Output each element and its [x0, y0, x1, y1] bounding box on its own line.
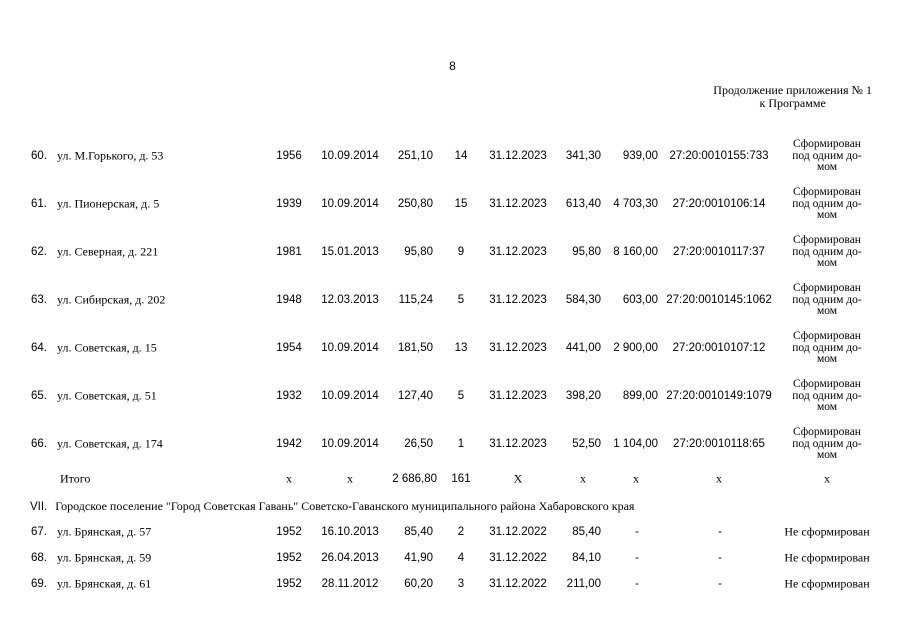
table-row [0, 564, 905, 604]
section-title: Городское поселение "Город Советская Гавань" Советско-Гаванского муниципального района Хабаровского края [55, 499, 635, 513]
residents: 14 [454, 150, 468, 162]
residents: 13 [454, 342, 468, 354]
total-label: Итого [60, 471, 91, 486]
cost: - [635, 526, 639, 538]
planned-date: 31.12.2022 [489, 578, 547, 590]
cadastral-number: - [718, 526, 722, 538]
land-status-line: мом [816, 400, 838, 413]
cost: 899,00 [622, 390, 658, 402]
address: ул. Советская, д. 174 [57, 436, 163, 451]
land-status-line: под одним до- [792, 149, 862, 162]
land-status-line: Сформирован [793, 425, 861, 438]
recognition-date: 10.09.2014 [321, 390, 379, 402]
row-number: 65. [31, 390, 47, 402]
row-number: 60. [31, 150, 47, 162]
year-built: 1932 [276, 390, 302, 402]
address: ул. Брянская, д. 57 [57, 524, 152, 539]
land-area: 84,10 [572, 552, 601, 564]
land-area: 398,20 [565, 390, 601, 402]
area: 85,40 [404, 526, 433, 538]
residents: 1 [457, 438, 465, 450]
page-number: 8 [449, 59, 456, 73]
land-area: 85,40 [572, 526, 601, 538]
row-number: 63. [31, 294, 47, 306]
land-area: 52,50 [572, 438, 601, 450]
land-status-line: под одним до- [792, 293, 862, 306]
address: ул. М.Горького, д. 53 [57, 148, 164, 163]
residents: 4 [457, 552, 465, 564]
table-row [0, 232, 905, 272]
land-status-line: мом [816, 256, 838, 269]
total-cadastral: x [716, 471, 722, 486]
table-row [0, 184, 905, 224]
recognition-date: 10.09.2014 [321, 342, 379, 354]
area: 60,20 [404, 578, 433, 590]
residents: 5 [457, 390, 465, 402]
recognition-date: 28.11.2012 [321, 578, 379, 590]
cadastral-number: - [718, 578, 722, 590]
year-built: 1981 [276, 246, 302, 258]
caption-line-1: Продолжение приложения № 1 [713, 83, 872, 97]
cadastral-number: - [718, 552, 722, 564]
planned-date: 31.12.2023 [489, 342, 547, 354]
land-status-line: Сформирован [793, 377, 861, 390]
area: 251,10 [397, 150, 433, 162]
recognition-date: 15.01.2013 [321, 246, 379, 258]
area: 41,90 [404, 552, 433, 564]
total-status: x [824, 471, 830, 486]
residents: 5 [457, 294, 465, 306]
land-status: Не сформирован [784, 576, 870, 591]
land-status-line: Сформирован [793, 185, 861, 198]
land-status: Не сформирован [784, 524, 870, 539]
year-built: 1942 [276, 438, 302, 450]
table-row [0, 136, 905, 176]
land-status-line: мом [816, 160, 838, 173]
land-status [792, 331, 861, 366]
total-date: x [347, 471, 353, 486]
land-area: 584,30 [565, 294, 601, 306]
row-number: 62. [31, 246, 47, 258]
area: 127,40 [397, 390, 433, 402]
land-status-line: мом [816, 304, 838, 317]
table-row [0, 424, 905, 464]
land-status-line: под одним до- [792, 245, 862, 258]
cadastral-number: 27:20:0010145:1062 [666, 294, 772, 306]
recognition-date: 26.04.2013 [321, 552, 379, 564]
total-cost: x [633, 471, 639, 486]
cost: - [635, 552, 639, 564]
row-number: 66. [31, 438, 47, 450]
land-area: 95,80 [572, 246, 601, 258]
cadastral-number: 27:20:0010155:733 [669, 150, 769, 162]
residents: 3 [457, 578, 465, 590]
total-area2: x [580, 471, 586, 486]
table-row [0, 376, 905, 416]
row-number: 61. [31, 198, 47, 210]
planned-date: 31.12.2023 [489, 198, 547, 210]
area: 181,50 [397, 342, 433, 354]
year-built: 1952 [276, 552, 302, 564]
caption-line-2: к Программе [759, 96, 826, 110]
section-number: VII. [30, 501, 48, 513]
cadastral-number: 27:20:0010106:14 [672, 198, 766, 210]
year-built: 1939 [276, 198, 302, 210]
residents: 9 [457, 246, 465, 258]
land-status [792, 379, 861, 414]
land-status [792, 427, 861, 462]
address: ул. Северная, д. 221 [57, 244, 159, 259]
land-status-line: Сформирован [793, 233, 861, 246]
land-status: Не сформирован [784, 550, 870, 565]
land-status-line: под одним до- [792, 437, 862, 450]
land-area: 441,00 [565, 342, 601, 354]
land-area: 211,00 [566, 578, 601, 590]
recognition-date: 10.09.2014 [321, 150, 379, 162]
planned-date: 31.12.2023 [489, 438, 547, 450]
planned-date: 31.12.2023 [489, 246, 547, 258]
land-status-line: Сформирован [793, 329, 861, 342]
row-number: 64. [31, 342, 47, 354]
recognition-date: 10.09.2014 [321, 198, 379, 210]
planned-date: 31.12.2023 [489, 150, 547, 162]
year-built: 1956 [276, 150, 302, 162]
land-status-line: под одним до- [792, 341, 862, 354]
area: 250,80 [397, 198, 433, 210]
land-status-line: Сформирован [793, 137, 861, 150]
land-area: 613,40 [565, 198, 601, 210]
land-status-line: под одним до- [792, 389, 862, 402]
address: ул. Пионерская, д. 5 [57, 196, 160, 211]
residents: 15 [454, 198, 468, 210]
area: 95,80 [404, 246, 433, 258]
cost: - [635, 578, 639, 590]
cadastral-number: 27:20:0010118:65 [673, 438, 765, 450]
residents: 2 [457, 526, 465, 538]
row-number: 69. [31, 578, 47, 590]
address: ул. Советская, д. 15 [57, 340, 157, 355]
land-status-line: Сформирован [793, 281, 861, 294]
address: ул. Советская, д. 51 [57, 388, 157, 403]
area: 26,50 [404, 438, 433, 450]
cost: 939,00 [622, 150, 658, 162]
row-number: 67. [31, 526, 47, 538]
land-status-line: мом [816, 208, 838, 221]
year-built: 1952 [276, 526, 302, 538]
cost: 603,00 [622, 294, 658, 306]
planned-date: 31.12.2022 [489, 552, 547, 564]
total-year: x [286, 471, 292, 486]
land-status-line: под одним до- [792, 197, 862, 210]
total-area: 2 686,80 [392, 473, 437, 485]
address: ул. Сибирская, д. 202 [57, 292, 166, 307]
cost: 1 104,00 [613, 438, 658, 450]
recognition-date: 12.03.2013 [321, 294, 379, 306]
land-status [792, 187, 861, 222]
cost: 2 900,00 [613, 342, 658, 354]
total-deadline: X [513, 471, 523, 486]
table-row [0, 280, 905, 320]
total-row [0, 459, 905, 499]
year-built: 1952 [276, 578, 302, 590]
cadastral-number: 27:20:0010107:12 [672, 342, 766, 354]
land-status [792, 235, 861, 270]
appendix-caption [713, 84, 872, 110]
year-built: 1948 [276, 294, 302, 306]
planned-date: 31.12.2023 [489, 390, 547, 402]
recognition-date: 16.10.2013 [321, 526, 379, 538]
land-area: 341,30 [565, 150, 601, 162]
cost: 4 703,30 [613, 198, 658, 210]
cadastral-number: 27:20:0010149:1079 [666, 390, 772, 402]
table-row [0, 328, 905, 368]
land-status [792, 139, 861, 174]
planned-date: 31.12.2022 [489, 526, 547, 538]
land-status-line: мом [816, 352, 838, 365]
land-status [792, 283, 861, 318]
total-people: 161 [451, 473, 471, 485]
cost: 8 160,00 [613, 246, 658, 258]
planned-date: 31.12.2023 [489, 294, 547, 306]
recognition-date: 10.09.2014 [321, 438, 379, 450]
address: ул. Брянская, д. 59 [57, 550, 152, 565]
address: ул. Брянская, д. 61 [57, 576, 152, 591]
year-built: 1954 [276, 342, 302, 354]
cadastral-number: 27:20:0010117:37 [673, 246, 765, 258]
land-status-line: мом [816, 448, 838, 461]
row-number: 68. [31, 552, 47, 564]
area: 115,24 [398, 294, 433, 306]
